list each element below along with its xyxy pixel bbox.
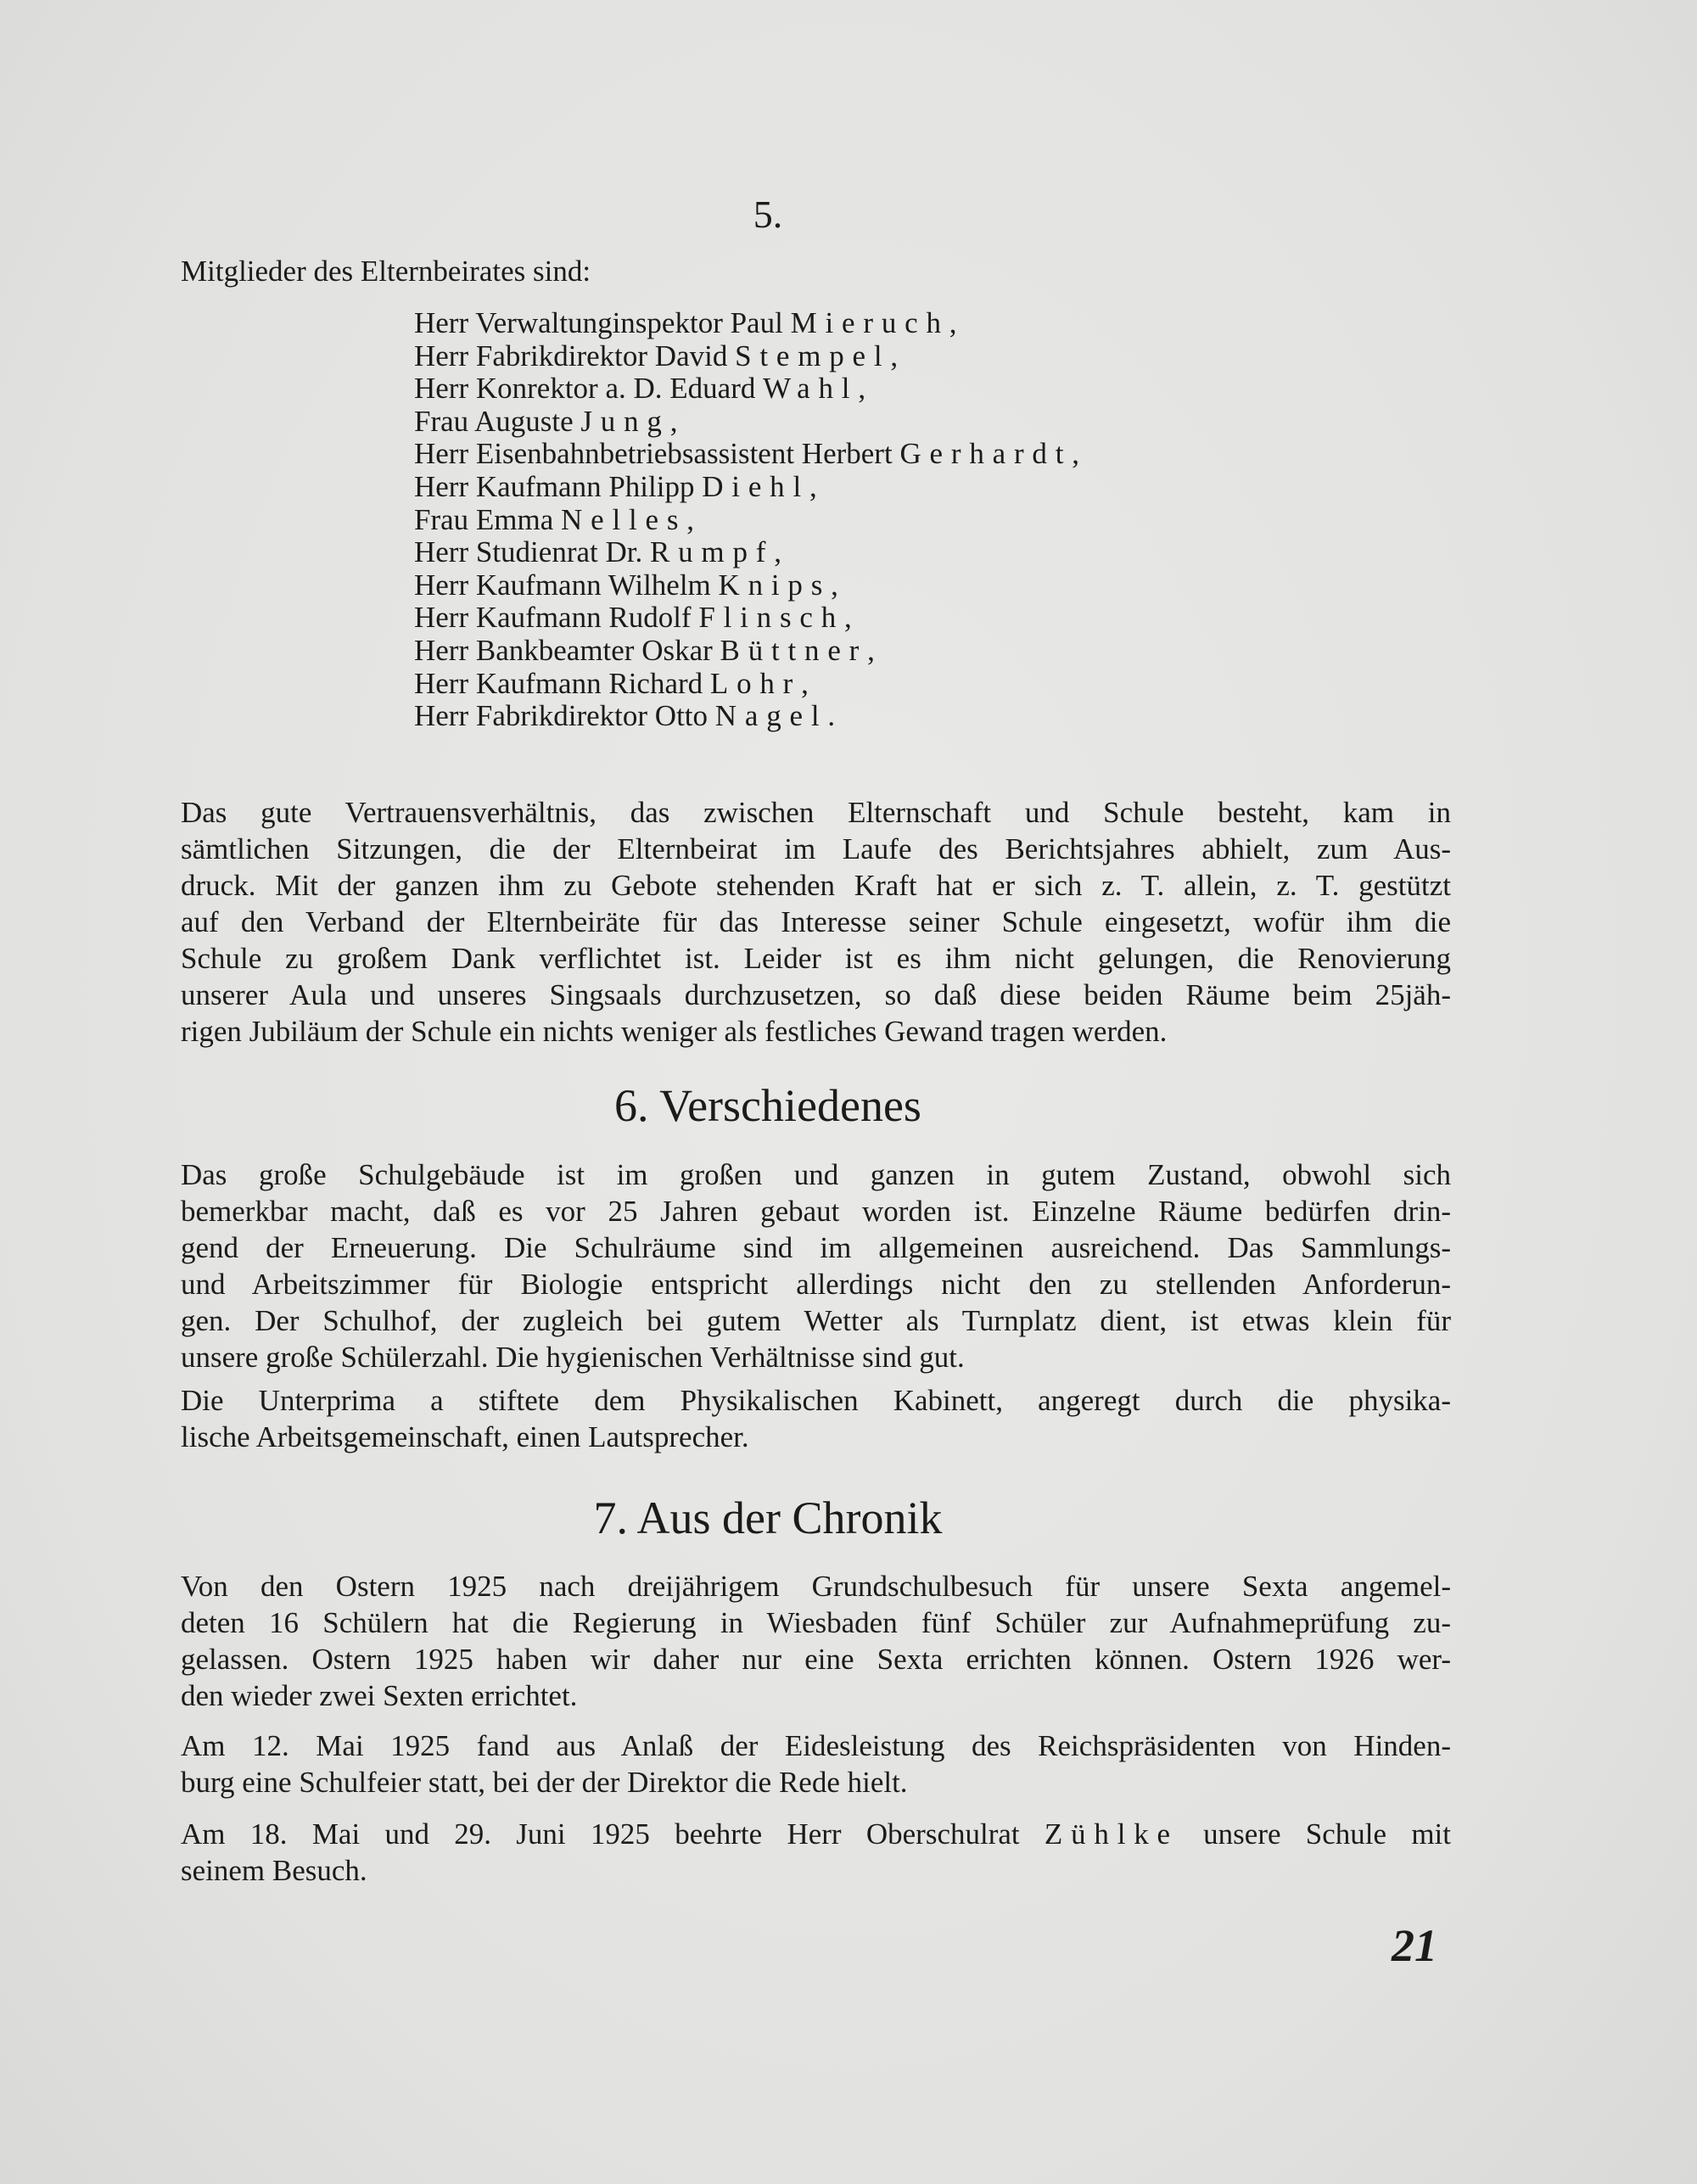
text-run: Die Unterprima a stiftete dem Physikalischen Kabinett, angeregt durch die physika- (181, 1384, 1451, 1417)
text-line (181, 1568, 1451, 1604)
spaced-surname: Zühlke (1044, 1817, 1179, 1851)
text-line (181, 1604, 1451, 1641)
text-run: burg eine Schulfeier statt, bei der der Direktor die Rede hielt. (181, 1766, 908, 1799)
members-intro (181, 253, 1451, 289)
text-run: gelassen. Ostern 1925 haben wir daher nur eine Sexta errichten können. Ostern 1926 wer- (181, 1643, 1451, 1676)
text-run: Herr Fabrikdirektor Otto (414, 699, 715, 733)
text-line (181, 1677, 1451, 1714)
member-entry (414, 602, 1079, 635)
text-run: 21 (1392, 1920, 1437, 1971)
text-line (181, 831, 1451, 867)
member-entry (414, 700, 1079, 733)
member-entry (414, 536, 1079, 569)
text-run: 6. Verschiedenes (614, 1080, 921, 1131)
paragraph-building (181, 1156, 1451, 1375)
text-run: unsere große Schülerzahl. Die hygienischen Verhältnisse sind gut. (181, 1341, 965, 1374)
section-7-heading (0, 1492, 1536, 1544)
spaced-surname: Nelles (561, 502, 687, 536)
member-entry (414, 438, 1079, 471)
text-line (181, 1013, 1451, 1050)
text-run: Schule zu großem Dank verflichtet ist. Leider ist es ihm nicht gelungen, die Renovierung (181, 942, 1451, 975)
text-line (181, 904, 1451, 940)
spaced-surname: Nagel (714, 699, 828, 733)
text-line (181, 1302, 1451, 1339)
text-run: , (858, 372, 866, 406)
text-line (0, 191, 1536, 238)
member-entry (414, 504, 1079, 537)
text-run: , (669, 404, 678, 438)
section-6-heading (0, 1079, 1536, 1132)
text-line (181, 867, 1451, 904)
text-run: , (774, 535, 781, 569)
text-run: Herr Konrektor a. D. Eduard (414, 372, 764, 406)
text-run: unserer Aula und unseres Singsaals durchzusetzen, so daß diese beiden Räume beim 25jäh- (181, 978, 1451, 1011)
text-line (181, 1641, 1451, 1677)
text-run: Herr Verwaltunginspektor Paul (414, 306, 791, 339)
text-run: Herr Kaufmann Wilhelm (414, 568, 719, 602)
spaced-surname: Lohr (709, 666, 802, 700)
text-run: , (867, 633, 875, 667)
text-line (181, 1764, 1451, 1800)
member-entry (414, 372, 1079, 406)
text-run: , (809, 469, 817, 503)
member-entry (414, 569, 1079, 602)
text-run: unsere Schule mit (1178, 1817, 1451, 1851)
text-run: bemerkbar macht, daß es vor 25 Jahren gebaut worden ist. Einzelne Räume bedürfen drin- (181, 1195, 1451, 1228)
member-entry (414, 471, 1079, 504)
text-run: . (827, 699, 836, 733)
paragraph-sexta (181, 1568, 1451, 1714)
text-line (181, 1229, 1451, 1266)
spaced-surname: Rumpf (649, 535, 775, 569)
spaced-surname: Stempel (735, 339, 891, 372)
text-line (1392, 1919, 1437, 1972)
text-run: , (686, 502, 694, 536)
text-line (181, 1816, 1451, 1852)
members-list (414, 307, 1079, 733)
text-run: Herr Kaufmann Rudolf (414, 601, 699, 635)
text-run: deten 16 Schülern hat die Regierung in Wiesbaden fünf Schüler zur Aufnahmeprüfung zu- (181, 1606, 1451, 1639)
spaced-surname: Büttner (720, 633, 868, 667)
member-entry (414, 406, 1079, 439)
text-run: , (1072, 437, 1079, 471)
text-line (181, 1266, 1451, 1302)
text-run: Herr Kaufmann Richard (414, 666, 710, 700)
member-entry (414, 668, 1079, 701)
text-run: , (844, 601, 852, 635)
text-line (181, 253, 1451, 289)
text-run: Frau Emma (414, 502, 562, 536)
paragraph-hindenburg (181, 1728, 1451, 1800)
text-run: gend der Erneuerung. Die Schulräume sind im allgemeinen ausreichend. Das Sammlungs- (181, 1231, 1451, 1264)
text-line (0, 1079, 1536, 1132)
text-line (181, 1156, 1451, 1193)
text-line (181, 1339, 1451, 1375)
page-number (1392, 1919, 1437, 1972)
text-run: Mitglieder des Elternbeirates sind: (181, 255, 591, 288)
text-run: den wieder zwei Sexten errichtet. (181, 1679, 578, 1712)
spaced-surname: Flinsch (698, 601, 844, 635)
spaced-surname: Diehl (702, 469, 809, 503)
spaced-surname: Mieruch (790, 306, 949, 339)
text-run: seinem Besuch. (181, 1854, 367, 1887)
text-line (0, 1492, 1536, 1544)
text-run: Am 18. Mai und 29. Juni 1925 beehrte Herr Oberschulrat (181, 1817, 1045, 1851)
text-line (181, 1193, 1451, 1229)
text-run: Das große Schulgebäude ist im großen und ganzen in gutem Zustand, obwohl sich (181, 1158, 1451, 1191)
text-line (181, 940, 1451, 977)
text-run: Herr Eisenbahnbetriebsassistent Herbert (414, 437, 900, 471)
text-run: und Arbeitszimmer für Biologie entspricht allerdings nicht den zu stellenden Anforderun- (181, 1268, 1451, 1301)
text-run: 5. (753, 193, 783, 236)
spaced-surname: Jung (580, 404, 670, 438)
text-run: Herr Studienrat Dr. (414, 535, 650, 569)
text-run: Herr Kaufmann Philipp (414, 469, 703, 503)
text-run: Von den Ostern 1925 nach dreijährigem Grundschulbesuch für unsere Sexta angemel- (181, 1570, 1451, 1603)
spaced-surname: Wahl (763, 372, 859, 406)
member-entry (414, 635, 1079, 668)
text-run: Frau Auguste (414, 404, 581, 438)
text-run: sämtlichen Sitzungen, die der Elternbeirat im Laufe des Berichtsjahres abhielt, zum Aus- (181, 832, 1451, 865)
section-5-heading (0, 191, 1536, 238)
text-line (181, 794, 1451, 831)
text-line (181, 1852, 1451, 1889)
text-run: , (890, 339, 899, 372)
text-run: , (831, 568, 838, 602)
text-run: , (801, 666, 809, 700)
text-run: Am 12. Mai 1925 fand aus Anlaß der Eidesleistung des Reichspräsidenten von Hinden- (181, 1729, 1451, 1762)
text-run: Das gute Vertrauensverhältnis, das zwischen Elternschaft und Schule besteht, kam in (181, 796, 1451, 829)
text-line (181, 1419, 1451, 1455)
text-run: auf den Verband der Elternbeiräte für das Interesse seiner Schule eingesetzt, wofür ihm die (181, 905, 1451, 938)
paragraph-trust (181, 794, 1451, 1050)
text-line (181, 1728, 1451, 1764)
member-entry (414, 307, 1079, 340)
spaced-surname: Gerhardt (899, 437, 1073, 471)
text-run: lische Arbeitsgemeinschaft, einen Lautsprecher. (181, 1420, 749, 1453)
paragraph-unterprima (181, 1382, 1451, 1455)
text-run: druck. Mit der ganzen ihm zu Gebote stehenden Kraft hat er sich z. T. allein, z. T. gestützt (181, 869, 1451, 902)
text-run: , (949, 306, 957, 339)
text-run: Herr Bankbeamter Oskar (414, 633, 720, 667)
paragraph-visit (181, 1816, 1451, 1889)
text-run: rigen Jubiläum der Schule ein nichts weniger als festliches Gewand tragen werden. (181, 1015, 1168, 1048)
spaced-surname: Knips (718, 568, 832, 602)
text-run: Herr Fabrikdirektor David (414, 339, 736, 372)
member-entry (414, 340, 1079, 373)
text-run: gen. Der Schulhof, der zugleich bei gutem Wetter als Turnplatz dient, ist etwas klein für (181, 1304, 1451, 1337)
text-line (181, 1382, 1451, 1419)
text-run: 7. Aus der Chronik (593, 1492, 943, 1543)
text-line (181, 977, 1451, 1013)
